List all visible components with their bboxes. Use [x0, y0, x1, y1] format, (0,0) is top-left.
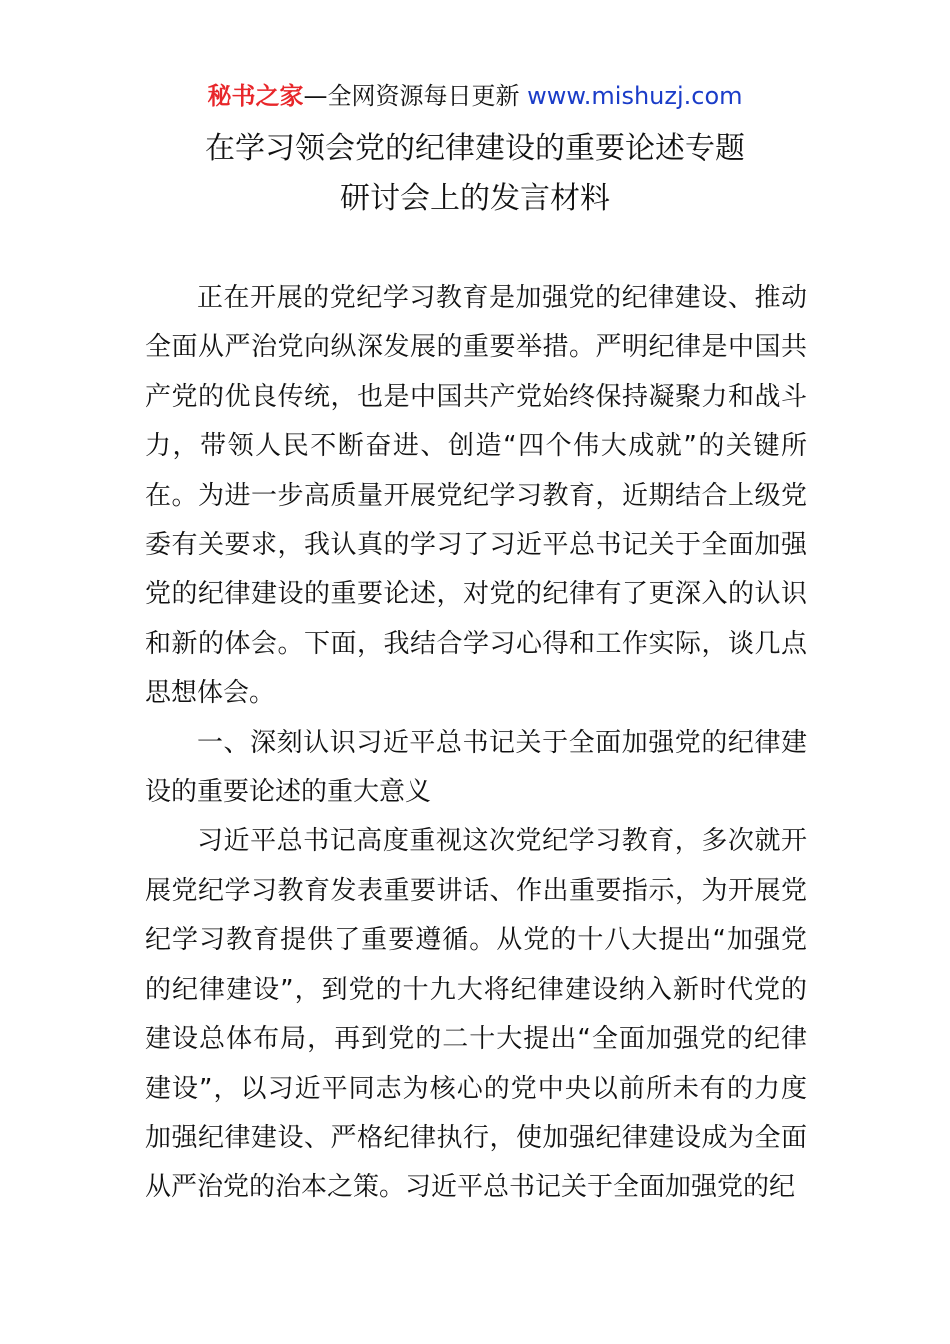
document-title — [0, 124, 950, 224]
document-body — [145, 274, 807, 1213]
header-tagline: —全网资源每日更新 — [303, 82, 528, 110]
site-url-link[interactable]: www.mishuzj.com — [527, 82, 743, 110]
body-paragraph: 习近平总书记高度重视这次党纪学习教育，多次就开展党纪学习教育发表重要讲话、作出重要指示，为开展党纪学习教育提供了重要遵循。从党的十八大提出“加强党的纪律建设”，到党的十九大将纪律建设纳入新时代党的建设总体布局，再到党的二十大提出“全面加强党的纪律建设”，以习近平同志为核心的党中央以前所未有的力度加强纪律建设、严格纪律执行，使加强纪律建设成为全面从严治党的治本之策。习近平总书记关于全面加强党的纪 — [145, 826, 807, 1203]
site-header — [0, 80, 950, 112]
section-heading-1: 一、深刻认识习近平总书记关于全面加强党的纪律建设的重要论述的重大意义 — [145, 727, 807, 808]
title-line-1: 在学习领会党的纪律建设的重要论述专题 — [205, 131, 745, 166]
brand-name: 秘书之家 — [207, 82, 304, 110]
title-line-2: 研讨会上的发言材料 — [340, 181, 610, 216]
intro-paragraph: 正在开展的党纪学习教育是加强党的纪律建设、推动全面从严治党向纵深发展的重要举措。严明纪律是中国共产党的优良传统，也是中国共产党始终保持凝聚力和战斗力，带领人民不断奋进、创造“四个伟大成就”的关键所在。为进一步高质量开展党纪学习教育，近期结合上级党委有关要求，我认真的学习了习近平总书记关于全面加强党的纪律建设的重要论述，对党的纪律有了更深入的认识和新的体会。下面，我结合学习心得和工作实际，谈几点思想体会。 — [145, 283, 807, 709]
